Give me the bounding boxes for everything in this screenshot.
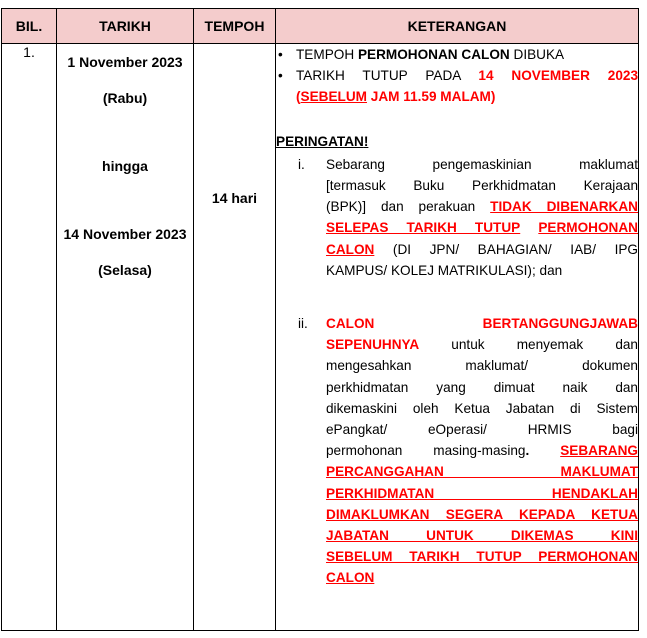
- list-item: i. Sebarang pengemaskinian maklumat [termasuk Buku Perkhidmatan Kerajaan (BPK)] dan perakuan TIDAK DIBENARKAN SELEPAS TARIKH TUTUP PERMOHONAN CALON (DI JPN/ BAHAGIAN/ IAB/ IPG KAMPUS/ KOLEJ MATRIKULASI); dan: [298, 156, 639, 278]
- bullet-item: • TEMPOH PERMOHONAN CALON DIBUKA: [276, 44, 638, 65]
- bullet-icon: •: [278, 68, 283, 84]
- day-start: (Rabu): [102, 90, 148, 106]
- table-row: [2, 44, 639, 631]
- tempoh-cell: [194, 44, 276, 631]
- date-cell: [57, 44, 194, 631]
- date-end: 14 November 2023: [63, 226, 187, 242]
- date-start: 1 November 2023: [67, 54, 183, 70]
- hingga-label: hingga: [102, 158, 148, 174]
- header-tempoh: TEMPOH: [194, 9, 276, 44]
- warning-heading: PERINGATAN!: [276, 133, 369, 149]
- header-tarikh: TARIKH: [57, 9, 194, 44]
- keterangan-cell: [276, 44, 639, 631]
- bullet-item: • TARIKH TUTUP PADA 14 NOVEMBER 2023 (SEBELUM JAM 11.59 MALAM): [276, 65, 638, 107]
- header-row: [2, 9, 639, 44]
- duration: 14 hari: [211, 190, 258, 206]
- header-keterangan: KETERANGAN: [276, 9, 639, 44]
- schedule-table: [1, 8, 639, 631]
- row-number: 1.: [2, 44, 57, 631]
- list-item: ii. CALON BERTANGGUNGJAWAB SEPENUHNYA untuk menyemak dan mengesahkan maklumat/ dokumen perkhidmatan yang dimuat naik dan dikemaskini oleh Ketua Jabatan di Sistem ePangkat/ eOperasi/ HRMIS bagi permohonan masing-masing. SEBARANG PERCANGGAHAN MAKLUMAT PERKHIDMATAN HENDAKLAH DIMAKLUMKAN SEGERA KEPADA KETUA JABATAN UNTUK DIKEMAS KINI SEBELUM TARIKH TUTUP PERMOHONAN CALON: [298, 316, 638, 586]
- day-end: (Selasa): [98, 262, 152, 278]
- header-bil: BIL.: [2, 9, 57, 44]
- bullet-icon: •: [278, 47, 283, 62]
